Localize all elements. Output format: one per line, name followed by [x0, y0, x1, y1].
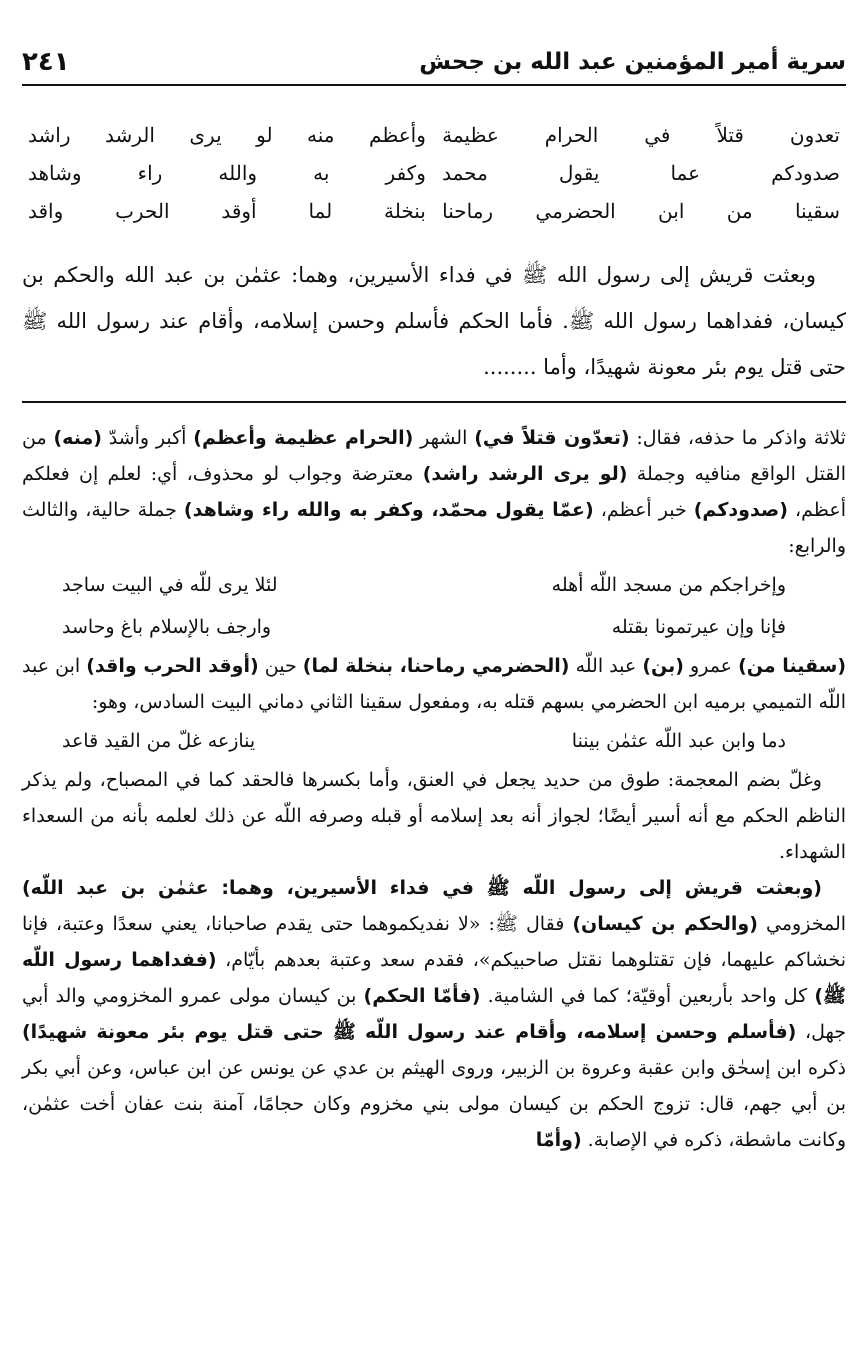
commentary-verse [22, 564, 846, 606]
note-text: فقال ﷺ: «لا نفديكموهما حتى يقدم صاحبانا، يعني سعدًا وعتبة، فإنا نخشاكم عليهما، فإن تقتلوهما نقتل صاحبيكم»، فقدم سعد وعتبة بعدهم بأيّام، [22, 913, 846, 971]
verse-second-hemistich: وأعظم منه لو يرى الرشد راشد [28, 123, 426, 147]
quoted-text: (لو يرى الرشد راشد) [422, 463, 628, 485]
note-text: أكبر وأشدّ [101, 427, 194, 449]
quoted-text: (وأمّا [535, 1129, 582, 1151]
note-text: معترضة وجواب لو محذوف، أي: لعلم إن فعلكم أعظم، [22, 463, 846, 521]
main-paragraph: وبعثت قريش إلى رسول الله ﷺ في فداء الأسيرين، وهما: عثمٰن بن عبد الله والحكم بن كيسان، ففداهما رسول الله ﷺ. فأما الحكم فأسلم وحسن إسلامه، وأقام عند رسول الله ﷺ حتى قتل يوم بئر معونة شهيدًا، وأما ........ [22, 263, 846, 379]
running-title: سرية أمير المؤمنين عبد الله بن جحش [419, 49, 846, 75]
note-text: عمرو [683, 655, 739, 677]
quoted-text: (أوقد الحرب واقد) [86, 655, 259, 677]
commentary-paragraph [22, 648, 846, 720]
quoted-text: (بن) [642, 655, 684, 677]
quoted-text: (الحضرمي رماحنا، بنخلة لما) [302, 655, 570, 677]
note-text: الشهر [413, 427, 475, 449]
page-number: ٢٤١ [22, 47, 70, 77]
footnote-separator [22, 401, 846, 403]
quoted-text: (صدودكم) [693, 499, 788, 521]
verse-first-hemistich: دما وابن عبد اللّه عثمٰن بيننا [571, 730, 786, 752]
quoted-text: (ففداهما رسول اللّه ﷺ) [22, 949, 846, 1007]
note-text: ثلاثة واذكر ما حذفه، فقال: [629, 427, 846, 449]
commentary-paragraph: وغلّ بضم المعجمة: طوق من حديد يجعل في العنق، وأما بكسرها فالحقد كما في المصباح، ولم يذكر الناظم الحكم مع أنه أسير أيضًا؛ لجواز أنه بعد إسلامه أو قبله وصرفه اللّه عن ذلك لعلمه بأنه من السعداء الشهداء. [22, 769, 846, 863]
commentary-verse [22, 720, 846, 762]
note-text: المخزومي [757, 913, 847, 935]
poem-verses [28, 116, 840, 230]
verse-second-hemistich: وكفر به والله راء وشاهد [28, 161, 426, 185]
note-text: خبر أعظم، [593, 499, 694, 521]
note-text: كل واحد بأربعين أوقيّة؛ كما في الشامية. [480, 985, 815, 1007]
quoted-text: (فأمّا الحكم) [363, 985, 481, 1007]
verse-second-hemistich: ينازعه غلّ من القيد قاعد [62, 730, 256, 752]
note-text: حين [258, 655, 303, 677]
commentary [22, 420, 846, 1158]
quoted-text: (منه) [53, 427, 102, 449]
verse-first-hemistich: تعدون قتلاً في الحرام عظيمة [442, 123, 840, 147]
quoted-text: (تعدّون قتلاً في) [474, 427, 630, 449]
page-header [22, 40, 846, 86]
note-text: ابن عبد اللّه التميمي برميه ابن الحضرمي بسهم قتله به، ومفعول سقينا الثاني دماني البيت السادس، وهو: [22, 655, 846, 713]
verse-first-hemistich: سقينا من ابن الحضرمي رماحنا [442, 199, 840, 223]
note-text: ذكره ابن إسحٰق وابن عقبة وعروة بن الزبير، وروى الهيثم بن عدي عن يونس عن ابن عباس، وعن أبي بكر بن أبي جهم، قال: تزوج الحكم بن كيسان مولى بني مخزوم وكان حجامًا، آمنة بنت عفان أخت عثمٰن، وكانت ماشطة، ذكره في الإصابة. [22, 1057, 846, 1151]
verse-line [28, 116, 840, 154]
quoted-text: (وبعثت قريش إلى رسول اللّه ﷺ في فداء الأسيرين، وهما: عثمٰن بن عبد اللّه) [22, 877, 822, 899]
main-text [22, 252, 846, 390]
commentary-paragraph [22, 420, 846, 564]
verse-first-hemistich: صدودكم عما يقول محمد [442, 161, 840, 185]
verse-line [28, 154, 840, 192]
quoted-text: (عمّا يقول محمّد، وكفر به والله راء وشاهد) [183, 499, 594, 521]
verse-line [28, 192, 840, 230]
quoted-text: (الحرام عظيمة وأعظم) [193, 427, 414, 449]
note-text: جملة حالية، والثالث والرابع: [22, 499, 846, 557]
quoted-text: (سقينا من) [738, 655, 847, 677]
verse-second-hemistich: لئلا يرى للّه في البيت ساجد [62, 574, 278, 596]
commentary-paragraph [22, 870, 846, 1158]
verse-second-hemistich: بنخلة لما أوقد الحرب واقد [28, 199, 426, 223]
note-text: عبد اللّه [569, 655, 643, 677]
note-text: بن كيسان مولى عمرو المخزومي والد أبي جهل، [22, 985, 846, 1043]
quoted-text: (والحكم بن كيسان) [572, 913, 758, 935]
commentary-verse [22, 606, 846, 648]
verse-second-hemistich: وارجف بالإسلام باغ وحاسد [62, 616, 272, 638]
verse-first-hemistich: وإخراجكم من مسجد اللّه أهله [551, 574, 786, 596]
quoted-text: (فأسلم وحسن إسلامه، وأقام عند رسول اللّه ﷺ حتى قتل يوم بئر معونة شهيدًا) [22, 1021, 797, 1043]
note-text: من القتل الواقع منافيه وجملة [22, 427, 846, 485]
verse-first-hemistich: فإنا وإن عيرتمونا بقتله [611, 616, 786, 638]
book-page [22, 40, 846, 1340]
